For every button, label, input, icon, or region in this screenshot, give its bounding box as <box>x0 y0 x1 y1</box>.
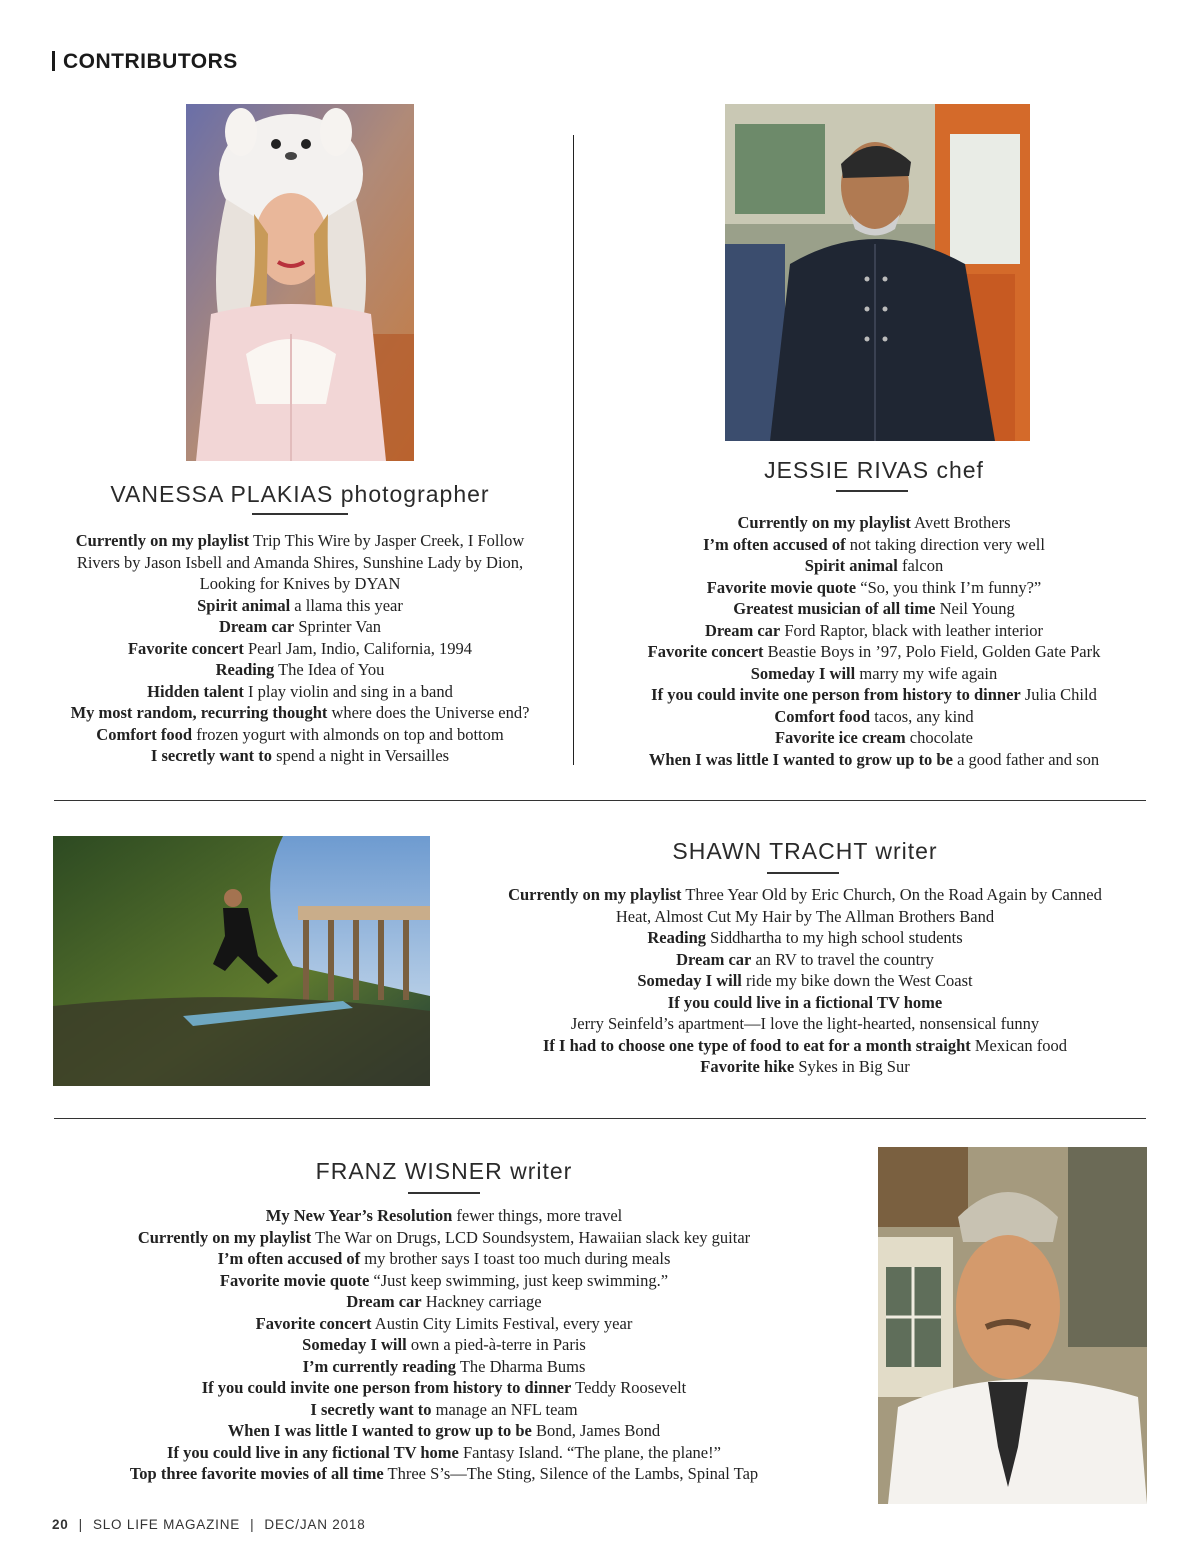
qa-question: Currently on my playlist <box>75 531 250 550</box>
qa-line <box>614 620 1134 642</box>
qa-line <box>614 555 1134 577</box>
qa-question: I’m currently reading <box>302 1356 456 1376</box>
qa-answer: chocolate <box>909 728 974 747</box>
footer-separator: | <box>78 1517 83 1532</box>
qa-answer: Ford Raptor, black with leather interior <box>784 620 1044 640</box>
qa-question: If you could invite one person from history to dinner <box>201 1378 572 1397</box>
qa-answer: Avett Brothers <box>914 513 1011 532</box>
qa-question: Favorite concert <box>255 1313 372 1333</box>
qa-question: Currently on my playlist <box>137 1227 312 1247</box>
qa-line <box>40 659 560 681</box>
qa-question: Dream car <box>346 1292 422 1311</box>
qa-line <box>470 970 1140 992</box>
magazine-name: SLO LIFE MAGAZINE <box>92 1517 241 1532</box>
qa-answer: where does the Universe end? <box>331 703 530 722</box>
contributor-name: SHAWN TRACHT <box>672 838 868 864</box>
qa-question: Hidden talent <box>147 681 244 701</box>
qa-answer: The Idea of You <box>278 660 385 679</box>
vanessa-photo <box>186 104 414 461</box>
qa-answer: Teddy Roosevelt <box>575 1378 687 1397</box>
qa-line <box>40 638 560 660</box>
qa-question: When I was little I wanted to grow up to be <box>227 1421 532 1440</box>
qa-question: When I was little I wanted to grow up to be <box>648 749 953 769</box>
qa-question: Reading <box>215 660 275 679</box>
qa-question: My most random, recurring thought <box>70 703 328 722</box>
jessie-qa <box>614 512 1134 770</box>
qa-line <box>470 884 1140 906</box>
qa-line <box>40 573 560 595</box>
qa-line <box>90 1399 798 1421</box>
contributor-role: chef <box>936 457 984 483</box>
franz-name <box>184 1158 704 1185</box>
qa-answer: Siddhartha to my high school students <box>710 928 963 947</box>
qa-line <box>90 1205 798 1227</box>
qa-question: Spirit animal <box>804 556 898 575</box>
section-divider-1 <box>54 800 1146 801</box>
shawn-name-underline <box>767 872 839 874</box>
section-title: CONTRIBUTORS <box>63 50 238 73</box>
qa-line <box>40 552 560 574</box>
qa-line <box>614 749 1134 771</box>
qa-question: I’m often accused of <box>703 534 846 554</box>
qa-line <box>40 595 560 617</box>
footer-separator: | <box>250 1517 255 1532</box>
qa-question: My New Year’s Resolution <box>265 1206 453 1225</box>
qa-line <box>470 949 1140 971</box>
shawn-name <box>545 838 1065 865</box>
qa-answer: The War on Drugs, LCD Soundsystem, Hawaiian slack key guitar <box>315 1227 751 1247</box>
qa-line <box>470 1013 1140 1035</box>
qa-answer: an RV to travel the country <box>755 949 934 969</box>
qa-answer: Jerry Seinfeld’s apartment—I love the light-hearted, nonsensical funny <box>570 1014 1040 1033</box>
qa-line <box>614 577 1134 599</box>
jessie-photo <box>725 104 1030 441</box>
qa-answer: marry my wife again <box>859 663 998 683</box>
qa-question: Dream car <box>676 949 752 969</box>
qa-answer: own a pied-à-terre in Paris <box>410 1335 586 1354</box>
qa-line <box>614 706 1134 728</box>
qa-line <box>470 1056 1140 1078</box>
vanessa-name <box>54 481 546 508</box>
qa-question: Spirit animal <box>197 595 291 615</box>
qa-line <box>40 530 560 552</box>
qa-answer: ride my bike down the West Coast <box>746 971 973 990</box>
qa-question: Favorite concert <box>127 638 244 658</box>
qa-line <box>90 1227 798 1249</box>
shawn-qa <box>470 884 1140 1078</box>
column-divider <box>573 135 574 765</box>
qa-question: Comfort food <box>96 724 193 744</box>
contributor-role: photographer <box>340 481 490 507</box>
qa-question: Someday I will <box>302 1335 407 1354</box>
qa-answer: “Just keep swimming, just keep swimming.” <box>373 1270 669 1290</box>
qa-line <box>614 641 1134 663</box>
qa-line <box>90 1313 798 1335</box>
qa-answer: Austin City Limits Festival, every year <box>374 1313 633 1333</box>
qa-question: Favorite hike <box>700 1057 795 1076</box>
contributor-role: writer <box>875 838 938 864</box>
qa-question: Greatest musician of all time <box>733 599 936 618</box>
qa-answer: falcon <box>901 556 944 575</box>
qa-line <box>90 1442 798 1464</box>
qa-answer: Fantasy Island. “The plane, the plane!” <box>463 1442 721 1462</box>
qa-question: Top three favorite movies of all time <box>129 1464 384 1483</box>
qa-line <box>614 512 1134 534</box>
qa-question: I secretly want to <box>150 746 273 765</box>
qa-question: Favorite concert <box>647 642 764 661</box>
qa-line <box>614 534 1134 556</box>
jessie-name <box>614 457 1134 484</box>
vanessa-qa <box>40 530 560 767</box>
vanessa-name-underline <box>252 513 348 515</box>
heading-bar <box>52 51 55 71</box>
qa-question: Dream car <box>704 620 781 640</box>
qa-question: Favorite movie quote <box>706 577 857 597</box>
qa-question: If you could live in any fictional TV home <box>167 1442 459 1462</box>
qa-question: Dream car <box>218 617 295 636</box>
qa-answer: fewer things, more travel <box>456 1206 623 1225</box>
franz-photo <box>878 1147 1147 1504</box>
qa-answer: not taking direction very well <box>849 534 1045 554</box>
qa-question: Comfort food <box>774 706 871 726</box>
qa-line <box>90 1291 798 1313</box>
page-number: 20 <box>52 1517 69 1532</box>
qa-answer: Three S’s—The Sting, Silence of the Lambs, Spinal Tap <box>387 1464 759 1483</box>
qa-question: Currently on my playlist <box>737 513 911 532</box>
qa-answer: Hackney carriage <box>425 1292 542 1311</box>
qa-answer: I play violin and sing in a band <box>248 681 453 701</box>
qa-answer: a good father and son <box>957 749 1100 769</box>
qa-line <box>90 1420 798 1442</box>
qa-answer: Bond, James Bond <box>535 1421 661 1440</box>
qa-answer: Neil Young <box>939 599 1015 618</box>
qa-question: I’m often accused of <box>217 1249 361 1268</box>
qa-line <box>90 1377 798 1399</box>
qa-answer: Looking for Knives by DYAN <box>199 574 401 593</box>
qa-answer: Heat, Almost Cut My Hair by The Allman Brothers Band <box>615 906 995 926</box>
section-divider-2 <box>54 1118 1146 1119</box>
franz-qa <box>90 1205 798 1485</box>
page-footer <box>52 1517 366 1532</box>
qa-answer: my brother says I toast too much during meals <box>364 1249 671 1268</box>
qa-line <box>90 1270 798 1292</box>
qa-answer: Trip This Wire by Jasper Creek, I Follow <box>252 531 525 550</box>
qa-answer: tacos, any kind <box>874 706 974 726</box>
qa-question: Someday I will <box>637 971 742 990</box>
qa-question: Favorite ice cream <box>774 728 906 747</box>
qa-line <box>90 1334 798 1356</box>
franz-name-underline <box>408 1192 480 1194</box>
qa-question: Someday I will <box>750 663 856 683</box>
qa-line <box>470 906 1140 928</box>
qa-answer: frozen yogurt with almonds on top and bottom <box>196 724 504 744</box>
qa-question: Favorite movie quote <box>219 1270 370 1290</box>
qa-line <box>614 727 1134 749</box>
qa-answer: spend a night in Versailles <box>276 746 450 765</box>
qa-question: If I had to choose one type of food to eat for a month straight <box>543 1035 971 1055</box>
shawn-photo <box>53 836 430 1086</box>
qa-question: If you could invite one person from history to dinner <box>651 685 1021 704</box>
qa-line <box>40 702 560 724</box>
qa-answer: Sprinter Van <box>298 617 382 636</box>
qa-answer: Three Year Old by Eric Church, On the Road Again by Canned <box>685 885 1102 904</box>
qa-question: Reading <box>647 928 707 947</box>
contributor-name: FRANZ WISNER <box>315 1158 503 1184</box>
qa-answer: The Dharma Bums <box>459 1356 586 1376</box>
qa-answer: Mexican food <box>974 1035 1067 1055</box>
qa-line <box>470 992 1140 1014</box>
section-heading <box>52 50 238 74</box>
qa-line <box>470 1035 1140 1057</box>
qa-question: If you could live in a fictional TV home <box>667 992 943 1012</box>
qa-answer: Sykes in Big Sur <box>798 1057 910 1076</box>
qa-answer: manage an NFL team <box>435 1399 578 1419</box>
qa-answer: Julia Child <box>1024 685 1097 704</box>
qa-line <box>614 598 1134 620</box>
qa-line <box>470 927 1140 949</box>
contributor-name: JESSIE RIVAS <box>764 457 930 483</box>
qa-answer: Beastie Boys in ’97, Polo Field, Golden Gate Park <box>767 642 1101 661</box>
qa-line <box>90 1463 798 1485</box>
qa-line <box>40 724 560 746</box>
contributor-role: writer <box>510 1158 573 1184</box>
qa-line <box>90 1356 798 1378</box>
qa-answer: a llama this year <box>294 595 403 615</box>
qa-question: Currently on my playlist <box>508 885 682 904</box>
qa-line <box>614 684 1134 706</box>
qa-line <box>614 663 1134 685</box>
jessie-name-underline <box>836 490 908 492</box>
contributor-name: VANESSA PLAKIAS <box>110 481 334 507</box>
issue-date: DEC/JAN 2018 <box>264 1517 366 1532</box>
qa-line <box>40 745 560 767</box>
qa-line <box>40 616 560 638</box>
qa-answer: Rivers by Jason Isbell and Amanda Shires, Sunshine Lady by Dion, <box>76 552 524 572</box>
qa-answer: Pearl Jam, Indio, California, 1994 <box>247 638 473 658</box>
qa-question: I secretly want to <box>310 1399 432 1419</box>
qa-line <box>90 1248 798 1270</box>
qa-line <box>40 681 560 703</box>
qa-answer: “So, you think I’m funny?” <box>860 577 1042 597</box>
